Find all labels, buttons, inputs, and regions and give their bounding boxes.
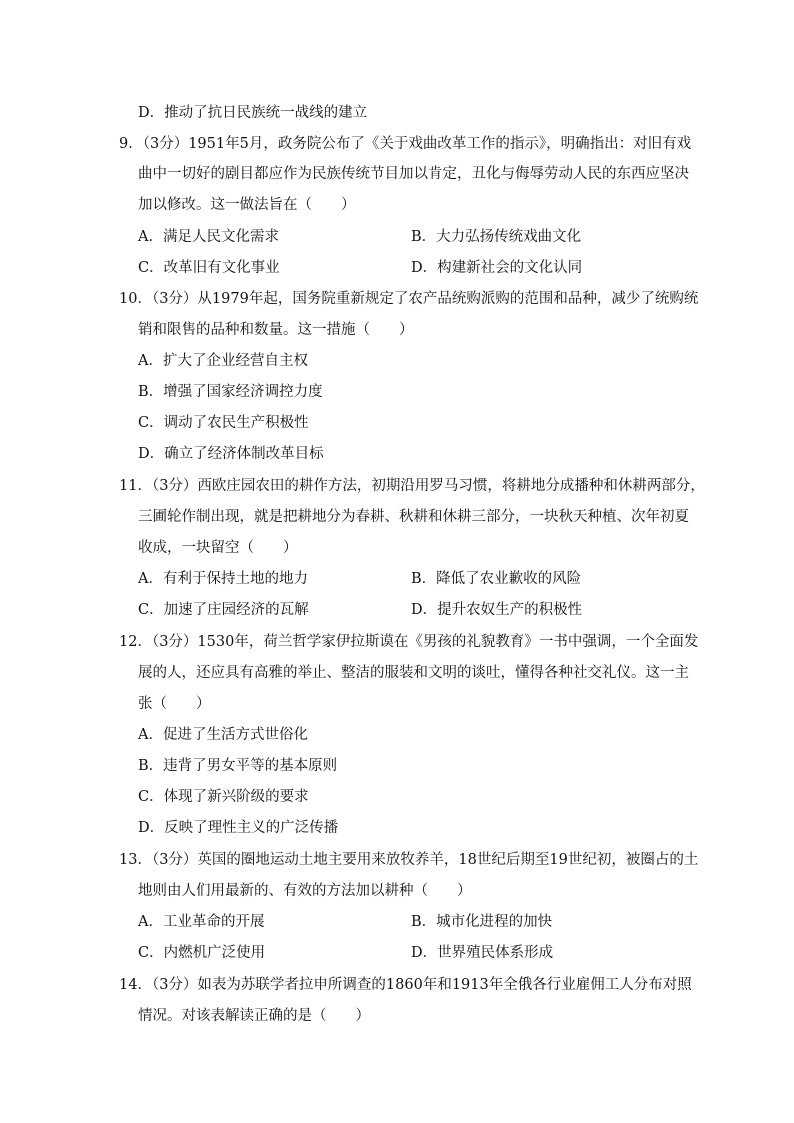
q9-stem-line-1: 9．（3分）1951年5月，政务院公布了《关于戏曲改革工作的指示》，明确指出：对旧有戏: [119, 136, 692, 152]
q13-option-a: A．工业革命的开展: [138, 914, 265, 930]
q12-stem-line-2: 展的人，还应具有高雅的举止、整洁的服装和文明的谈吐，懂得各种社交礼仪。这一主: [138, 665, 689, 681]
q11-option-c: C．加速了庄园经济的瓦解: [138, 602, 309, 618]
q11-stem-line-1: 11．（3分）西欧庄园农田的耕作方法，初期沿用罗马习惯，将耕地分成播种和休耕两部分，: [119, 478, 705, 494]
q12-option-c: C．体现了新兴阶级的要求: [138, 789, 309, 805]
q9-option-b: B．大力弘扬传统戏曲文化: [411, 229, 582, 245]
q10-option-c: C．调动了农民生产积极性: [138, 415, 309, 431]
q11-option-a: A．有利于保持土地的地力: [138, 571, 308, 587]
q10-option-b: B．增强了国家经济调控力度: [138, 384, 323, 400]
q10-stem-line-2: 销和限售的品种和数量。这一措施（ ）: [138, 322, 414, 338]
q11-option-d: D．提升农奴生产的积极性: [411, 602, 583, 618]
q9-stem-line-3: 加以修改。这一做法旨在（ ）: [138, 197, 356, 213]
q11-stem-line-3: 收成，一块留空（ ）: [138, 540, 298, 556]
q13-option-d: D．世界殖民体系形成: [411, 945, 554, 961]
q10-option-a: A．扩大了企业经营自主权: [138, 353, 308, 369]
q9-option-d: D．构建新社会的文化认同: [411, 260, 583, 276]
q11-option-b: B．降低了农业歉收的风险: [411, 571, 582, 587]
q14-stem-line-1: 14．（3分）如表为苏联学者拉申所调查的1860年和1913年全俄各行业雇佣工人分布对照: [119, 977, 692, 993]
q8-option-d: D．推动了抗日民族统一战线的建立: [138, 105, 368, 121]
q12-option-d: D．反映了理性主义的广泛传播: [138, 820, 339, 836]
q12-option-b: B．违背了男女平等的基本原则: [138, 758, 338, 774]
q10-stem-line-1: 10．（3分）从1979年起，国务院重新规定了农产品统购派购的范围和品种，减少了统购统: [119, 291, 699, 307]
q12-stem-line-1: 12．（3分）1530年，荷兰哲学家伊拉斯谟在《男孩的礼貌教育》一书中强调，一个全面发: [119, 634, 699, 650]
q9-option-c: C．改革旧有文化事业: [138, 260, 280, 276]
q12-stem-line-3: 张（ ）: [138, 696, 211, 712]
q12-option-a: A．促进了生活方式世俗化: [138, 727, 308, 743]
q11-stem-line-2: 三圃轮作制出现，就是把耕地分为春耕、秋耕和休耕三部分，一块秋天种植、次年初夏: [138, 509, 689, 525]
q10-option-d: D．确立了经济体制改革目标: [138, 446, 324, 462]
q9-stem-line-2: 曲中一切好的剧目都应作为民族传统节目加以肯定，丑化与侮辱劳动人民的东西应坚决: [138, 166, 689, 182]
q13-stem-line-1: 13．（3分）英国的圈地运动土地主要用来放牧养羊，18世纪后期至19世纪初，被圈占的土: [119, 852, 699, 868]
q9-option-a: A．满足人民文化需求: [138, 229, 279, 245]
q13-option-c: C．内燃机广泛使用: [138, 945, 266, 961]
q13-option-b: B．城市化进程的加快: [411, 914, 553, 930]
q14-stem-line-2: 情况。对该表解读正确的是（ ）: [138, 1008, 370, 1024]
q13-stem-line-2: 地则由人们用最新的、有效的方法加以耕种（ ）: [138, 883, 472, 899]
